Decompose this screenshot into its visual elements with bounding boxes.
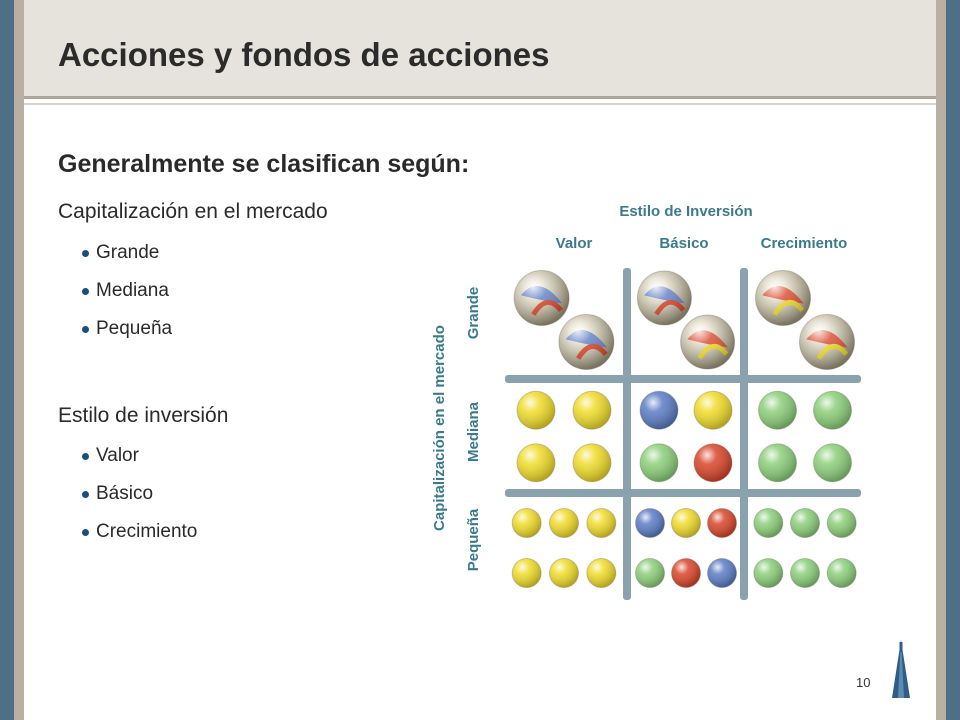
column-label-core: Básico <box>659 235 709 252</box>
red-marble <box>756 271 811 326</box>
section-heading-investment-style: Estilo de inversión <box>58 404 229 427</box>
green-marble <box>791 509 820 538</box>
yellow-marble <box>512 559 541 588</box>
yellow-marble <box>512 509 541 538</box>
green-marble <box>754 559 783 588</box>
side-title: Capitalización en el mercado <box>431 325 448 531</box>
row-label-mid: Mediana <box>465 401 482 463</box>
blue-marble <box>636 509 665 538</box>
list-item: Pequeña <box>96 316 172 354</box>
column-label-value: Valor <box>555 235 593 252</box>
yellow-marble <box>694 391 732 429</box>
red-marble <box>708 509 737 538</box>
green-marble <box>791 559 820 588</box>
yellow-marble <box>550 559 579 588</box>
grid-divider-vertical <box>740 268 748 600</box>
blue-marble <box>559 315 614 370</box>
list-item: Mediana <box>96 278 172 316</box>
red-marble <box>681 315 735 369</box>
red-marble <box>694 444 732 482</box>
yellow-marble <box>517 391 555 429</box>
marble-group <box>512 271 856 588</box>
green-marble <box>827 509 856 538</box>
green-marble <box>814 444 852 482</box>
blue-marble <box>708 559 737 588</box>
slide-title: Acciones y fondos de acciones <box>58 36 550 73</box>
row-label-large: Grande <box>465 286 482 340</box>
list-item: Valor <box>96 443 197 481</box>
grid-divider-vertical <box>623 268 631 600</box>
green-marble <box>814 391 852 429</box>
green-marble <box>640 444 678 482</box>
row-label-small: Pequeña <box>465 508 482 572</box>
red-marble <box>800 315 855 370</box>
section-heading-market-cap: Capitalización en el mercado <box>58 200 328 223</box>
green-marble <box>827 559 856 588</box>
yellow-marble <box>587 509 616 538</box>
green-marble <box>754 509 783 538</box>
matrix-title: Estilo de Inversión <box>619 203 753 220</box>
yellow-marble <box>587 559 616 588</box>
green-marble <box>759 444 797 482</box>
yellow-marble <box>550 509 579 538</box>
yellow-marble <box>517 444 555 482</box>
blue-marble <box>514 271 569 326</box>
list-item: Grande <box>96 240 172 278</box>
list-item: Crecimiento <box>96 519 197 557</box>
blue-marble <box>640 391 678 429</box>
blue-marble <box>637 271 691 325</box>
green-marble <box>636 559 665 588</box>
yellow-marble <box>573 444 611 482</box>
green-marble <box>759 391 797 429</box>
yellow-marble <box>573 391 611 429</box>
page-number: 10 <box>856 675 871 690</box>
slide-subtitle: Generalmente se clasifican según: <box>58 150 470 178</box>
list-item: Básico <box>96 481 197 519</box>
yellow-marble <box>672 509 701 538</box>
grid-divider-horizontal <box>505 489 861 497</box>
red-marble <box>672 559 701 588</box>
grid-divider-horizontal <box>505 375 861 383</box>
column-label-growth: Crecimiento <box>760 235 848 252</box>
